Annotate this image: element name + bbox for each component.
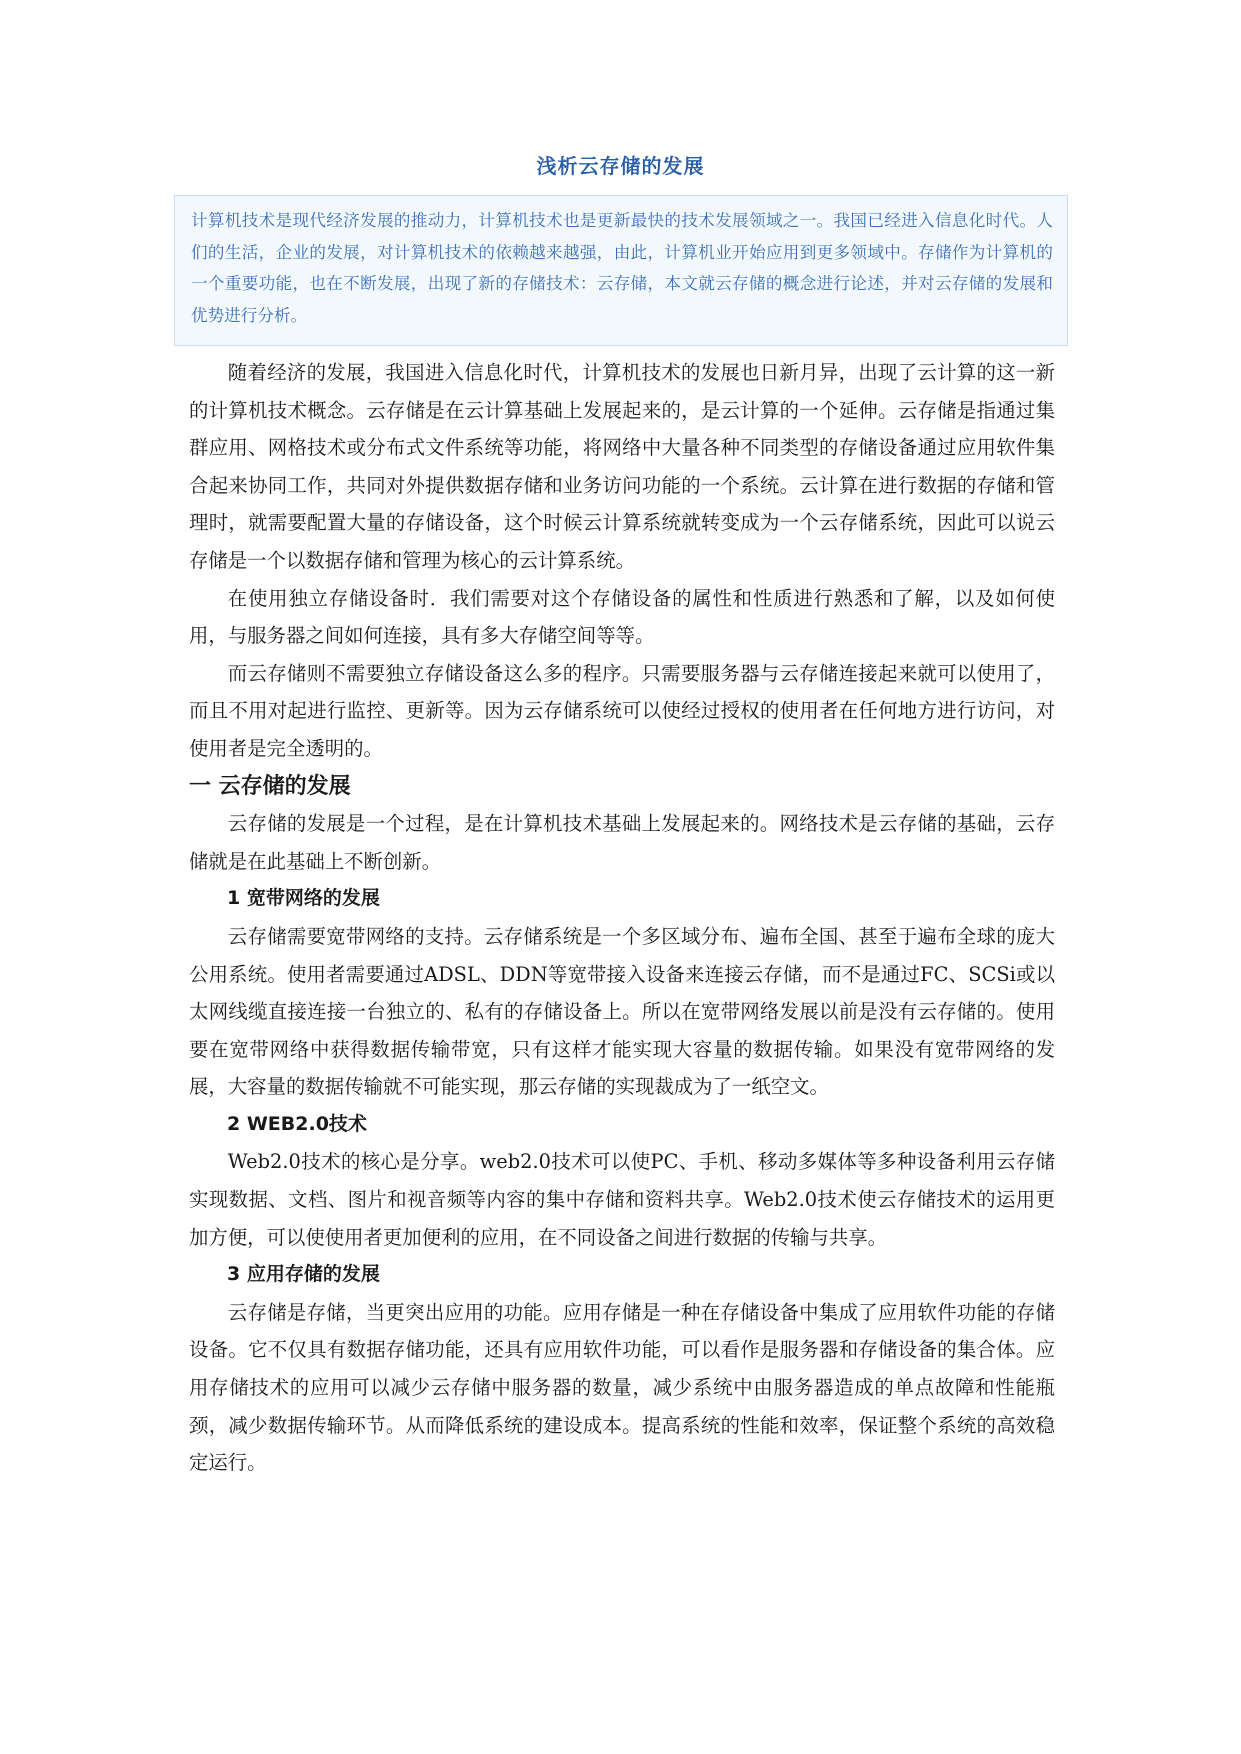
subsection-heading: 2 WEB2.0技术 [227,1112,367,1135]
subsection-text: Web2.0技术的核心是分享。web2.0技术可以使PC、手机、移动多媒体等多种设备利用云存储实现数据、文档、图片和视音频等内容的集中存储和资料共享。Web2.0技术使云存储技术的运用更加方便，可以使使用者更加便利的应用，在不同设备之间进行数据的传输与共享。 [189,1150,1055,1249]
document-body [189,354,1055,1482]
subsection-text: 云存储是存储，当更突出应用的功能。应用存储是一种在存储设备中集成了应用软件功能的存储设备。它不仅具有数据存储功能，还具有应用软件功能，可以看作是服务器和存储设备的集合体。应用存储技术的应用可以减少云存储中服务器的数量，减少系统中由服务器造成的单点故障和性能瓶颈，减少数据传输环节。从而降低系统的建设成本。提高系统的性能和效率，保证整个系统的高效稳定运行。 [189,1300,1055,1475]
body-paragraph: 而云存储则不需要独立存储设备这么多的程序。只需要服务器与云存储连接起来就可以使用了，而且不用对起进行监控、更新等。因为云存储系统可以使经过授权的使用者在任何地方进行访问，对使用者是完全透明的。 [189,661,1055,760]
section-heading: 一 云存储的发展 [189,773,351,799]
subsection-heading: 1 宽带网络的发展 [227,887,380,910]
section-intro: 云存储的发展是一个过程，是在计算机技术基础上发展起来的。网络技术是云存储的基础，云存储就是在此基础上不断创新。 [189,812,1055,873]
subsection-text: 云存储需要宽带网络的支持。云存储系统是一个多区域分布、遍布全国、甚至于遍布全球的庞大公用系统。使用者需要通过ADSL、DDN等宽带接入设备来连接云存储，而不是通过FC、SCSi或以太网线缆直接连接一台独立的、私有的存储设备上。所以在宽带网络发展以前是没有云存储的。使用要在宽带网络中获得数据传输带宽，只有这样才能实现大容量的数据传输。如果没有宽带网络的发展，大容量的数据传输就不可能实现，那云存储的实现裁成为了一纸空文。 [189,924,1055,1099]
abstract-box: 计算机技术是现代经济发展的推动力，计算机技术也是更新最快的技术发展领域之一。我国已经进入信息化时代。人们的生活，企业的发展，对计算机技术的依赖越来越强，由此，计算机业开始应用到更多领域中。存储作为计算机的一个重要功能，也在不断发展，出现了新的存储技术：云存储，本文就云存储的概念进行论述，并对云存储的发展和优势进行分析。 [174,195,1068,346]
document-title: 浅析云存储的发展 [536,154,705,178]
subsection-heading: 3 应用存储的发展 [227,1263,380,1286]
body-paragraph: 在使用独立存储设备时．我们需要对这个存储设备的属性和性质进行熟悉和了解，以及如何使用，与服务器之间如何连接，具有多大存储空间等等。 [189,586,1055,648]
body-paragraph: 随着经济的发展，我国进入信息化时代，计算机技术的发展也日新月异，出现了云计算的这一新的计算机技术概念。云存储是在云计算基础上发展起来的，是云计算的一个延伸。云存储是指通过集群应用、网格技术或分布式文件系统等功能，将网络中大量各种不同类型的存储设备通过应用软件集合起来协同工作，共同对外提供数据存储和业务访问功能的一个系统。云计算在进行数据的存储和管理时，就需要配置大量的存储设备，这个时候云计算系统就转变成为一个云存储系统，因此可以说云存储是一个以数据存储和管理为核心的云计算系统。 [189,361,1055,572]
